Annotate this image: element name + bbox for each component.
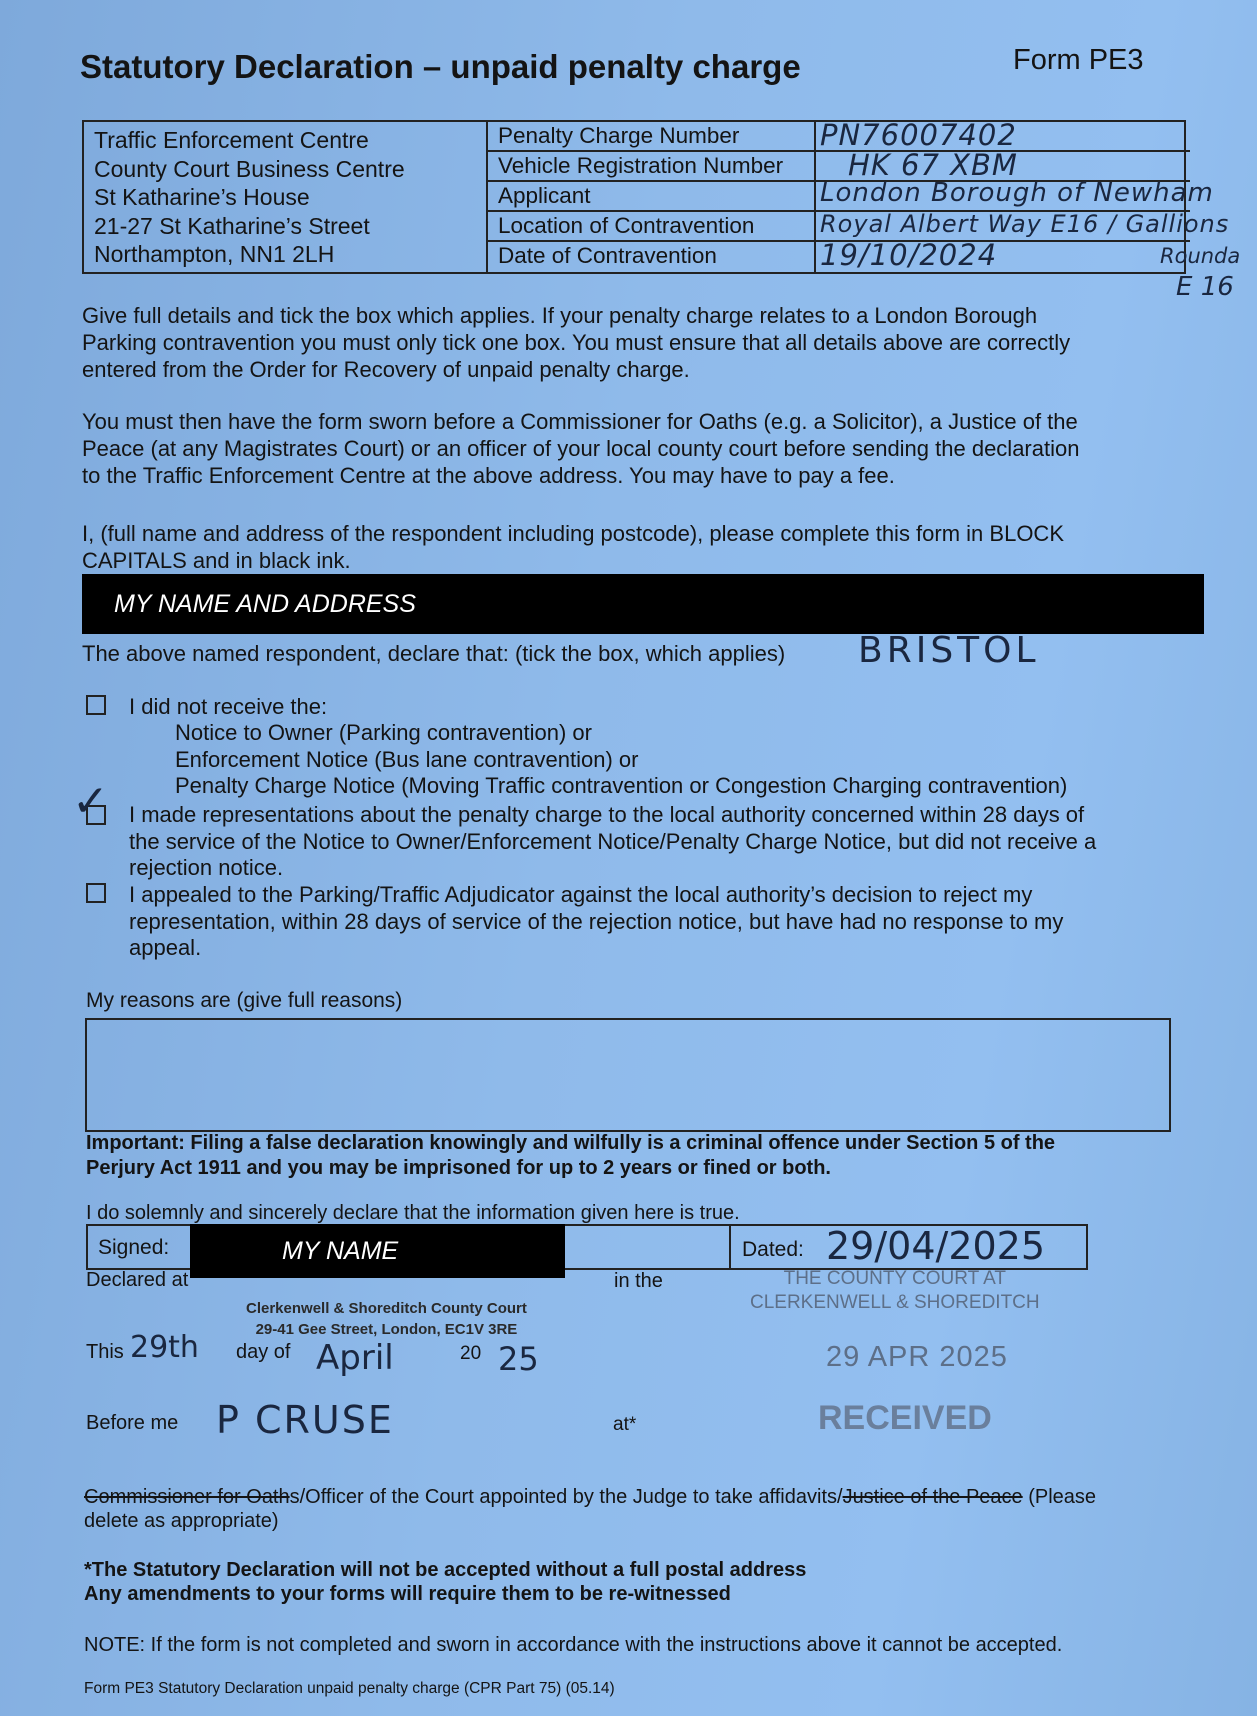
redaction-label: MY NAME AND ADDRESS bbox=[114, 590, 416, 618]
struck-commissioner: Commissioner for Oath bbox=[84, 1486, 290, 1508]
text-line: Give full details and tick the box which applies. If your penalty charge relates to a London Borough bbox=[82, 303, 1038, 328]
field-row-pcn bbox=[488, 118, 1190, 152]
field-row-date bbox=[488, 238, 1190, 272]
checkbox-not-received[interactable] bbox=[86, 695, 106, 715]
form-footer: Form PE3 Statutory Declaration unpaid penalty charge (CPR Part 75) (05.14) bbox=[84, 1680, 615, 1697]
option-not-received-notices bbox=[175, 720, 1067, 800]
option-line: I did not receive the: bbox=[129, 694, 328, 719]
instructions-paragraph-1 bbox=[82, 302, 1192, 383]
option-representations bbox=[129, 802, 1096, 882]
option-line: Penalty Charge Notice (Moving Traffic contravention or Congestion Charging contravention) bbox=[175, 773, 1068, 798]
text-line: You must then have the form sworn before a Commissioner for Oaths (e.g. a Solicitor), a Justice of the bbox=[82, 409, 1078, 434]
stamp-date: 29 APR 2025 bbox=[826, 1341, 1008, 1373]
tick-mark-icon: ✓ bbox=[72, 776, 109, 827]
text-line: CAPITALS and in black ink. bbox=[82, 548, 351, 573]
option-not-received bbox=[129, 694, 327, 721]
option-appealed bbox=[129, 882, 1063, 962]
checkbox-appealed[interactable] bbox=[86, 883, 106, 903]
option-line: appeal. bbox=[129, 935, 202, 960]
month-value[interactable]: April bbox=[316, 1338, 394, 1378]
option-line: I appealed to the Parking/Traffic Adjudicator against the local authority’s decision to reject my bbox=[129, 882, 1033, 907]
form-number: Form PE3 bbox=[1013, 44, 1144, 76]
instructions-paragraph-2 bbox=[82, 408, 1192, 489]
court-address-stamp bbox=[246, 1298, 527, 1340]
note-text: NOTE: If the form is not completed and sworn in accordance with the instructions above it cannot be accepted. bbox=[84, 1634, 1063, 1656]
option-line: rejection notice. bbox=[129, 855, 284, 880]
field-value-pcn[interactable]: PN76007402 bbox=[820, 118, 1017, 152]
before-me-value[interactable]: P CRUSE bbox=[216, 1398, 394, 1442]
text-line: Parking contravention you must only tick one box. You must ensure that all details above are correctly bbox=[82, 330, 1071, 355]
in-the-label: in the bbox=[614, 1270, 663, 1292]
signed-label: Signed: bbox=[98, 1236, 170, 1259]
stamp-line: Clerkenwell & Shoreditch County Court bbox=[246, 1300, 527, 1317]
option-line: Notice to Owner (Parking contravention) or bbox=[175, 720, 592, 745]
before-me-label: Before me bbox=[86, 1412, 179, 1434]
stamp-line: 29-41 Gee Street, London, EC1V 3RE bbox=[255, 1321, 518, 1338]
day-of-label: day of bbox=[236, 1341, 291, 1363]
field-label: Penalty Charge Number bbox=[498, 123, 740, 148]
notice-line: *The Statutory Declaration will not be accepted without a full postal address bbox=[84, 1559, 807, 1581]
text-line: Peace (at any Magistrates Court) or an officer of your local county court before sending the declaration bbox=[82, 436, 1080, 461]
year-prefix: 20 bbox=[460, 1343, 482, 1364]
redacted-name-address[interactable] bbox=[82, 574, 1204, 634]
this-label: This bbox=[86, 1341, 124, 1363]
field-value-location[interactable]: Royal Albert Way E16 / Gallions bbox=[820, 210, 1230, 238]
capacity-text-end: (Please bbox=[1022, 1486, 1097, 1508]
field-label: Applicant bbox=[498, 183, 591, 208]
field-label: Location of Contravention bbox=[498, 213, 755, 238]
at-label: at* bbox=[613, 1414, 637, 1435]
warning-line: Perjury Act 1911 and you may be imprisoned for up to 2 years or fined or both. bbox=[86, 1157, 831, 1179]
declare-intro: The above named respondent, declare that: (tick the box, which applies) bbox=[82, 641, 786, 666]
reasons-textarea[interactable] bbox=[85, 1018, 1171, 1132]
address-line: 21-27 St Katharine’s Street bbox=[94, 212, 370, 239]
instructions-paragraph-3 bbox=[82, 520, 1192, 574]
text-line: to the Traffic Enforcement Centre at the above address. You may have to pay a fee. bbox=[82, 463, 895, 488]
address-line: St Katharine’s House bbox=[94, 184, 310, 210]
field-row-applicant bbox=[488, 178, 1214, 212]
solemn-declaration: I do solemnly and sincerely declare that the information given here is true. bbox=[86, 1202, 740, 1224]
perjury-warning bbox=[86, 1131, 1055, 1181]
dated-value[interactable]: 29/04/2025 bbox=[826, 1224, 1046, 1268]
dated-label: Dated: bbox=[742, 1238, 804, 1261]
capacity-line-2: delete as appropriate) bbox=[84, 1510, 279, 1532]
capacity-text: s/Officer of the Court appointed by the Judge to take affidavits/ bbox=[289, 1486, 843, 1508]
location-overflow-postcode: E 16 bbox=[1176, 272, 1234, 302]
day-value[interactable]: 29th bbox=[130, 1330, 199, 1365]
tec-address bbox=[94, 126, 405, 269]
stamp-line: THE COUNTY COURT AT bbox=[783, 1268, 1007, 1289]
stamp-received: RECEIVED bbox=[818, 1399, 992, 1437]
notice-line: Any amendments to your forms will require them to be re-witnessed bbox=[84, 1583, 731, 1605]
respondent-city[interactable]: BRISTOL bbox=[858, 630, 1040, 671]
capacity-line bbox=[84, 1486, 1096, 1509]
warning-line: Important: Filing a false declaration knowingly and wilfully is a criminal offence under Section 5 of the bbox=[86, 1132, 1056, 1154]
field-value-applicant[interactable]: London Borough of Newham bbox=[820, 178, 1214, 208]
reasons-label: My reasons are (give full reasons) bbox=[86, 989, 403, 1012]
option-line: I made representations about the penalty charge to the local authority concerned within 28 days of bbox=[129, 802, 1085, 827]
address-line: County Court Business Centre bbox=[94, 155, 405, 182]
court-received-stamp bbox=[750, 1267, 1040, 1315]
option-line: the service of the Notice to Owner/Enforcement Notice/Penalty Charge Notice, but did not receive a bbox=[129, 828, 1097, 854]
field-label: Vehicle Registration Number bbox=[498, 153, 784, 178]
form-title: Statutory Declaration – unpaid penalty charge bbox=[80, 48, 801, 85]
year-value[interactable]: 25 bbox=[498, 1340, 539, 1378]
field-label: Date of Contravention bbox=[498, 243, 717, 268]
redacted-signature[interactable] bbox=[190, 1224, 565, 1278]
field-value-date[interactable]: 19/10/2024 bbox=[820, 238, 998, 272]
option-line: representation, within 28 days of service of the rejection notice, but have had no response to my bbox=[129, 908, 1064, 934]
address-line: Northampton, NN1 2LH bbox=[94, 241, 335, 267]
option-line: Enforcement Notice (Bus lane contravention) or bbox=[175, 746, 639, 772]
redaction-label: MY NAME bbox=[282, 1237, 399, 1265]
stamp-line: CLERKENWELL & SHOREDITCH bbox=[750, 1292, 1040, 1313]
field-value-vrn[interactable]: HK 67 XBM bbox=[848, 148, 1018, 182]
declared-at-label: Declared at bbox=[86, 1269, 189, 1291]
text-line: I, (full name and address of the respondent including postcode), please complete this form in BLOCK bbox=[82, 521, 1064, 546]
location-overflow: Rounda bbox=[1160, 244, 1241, 268]
address-requirement-notice bbox=[84, 1558, 806, 1606]
address-line: Traffic Enforcement Centre bbox=[94, 127, 369, 153]
struck-justice: Justice of the Peace bbox=[842, 1486, 1023, 1508]
text-line: entered from the Order for Recovery of unpaid penalty charge. bbox=[82, 357, 690, 382]
